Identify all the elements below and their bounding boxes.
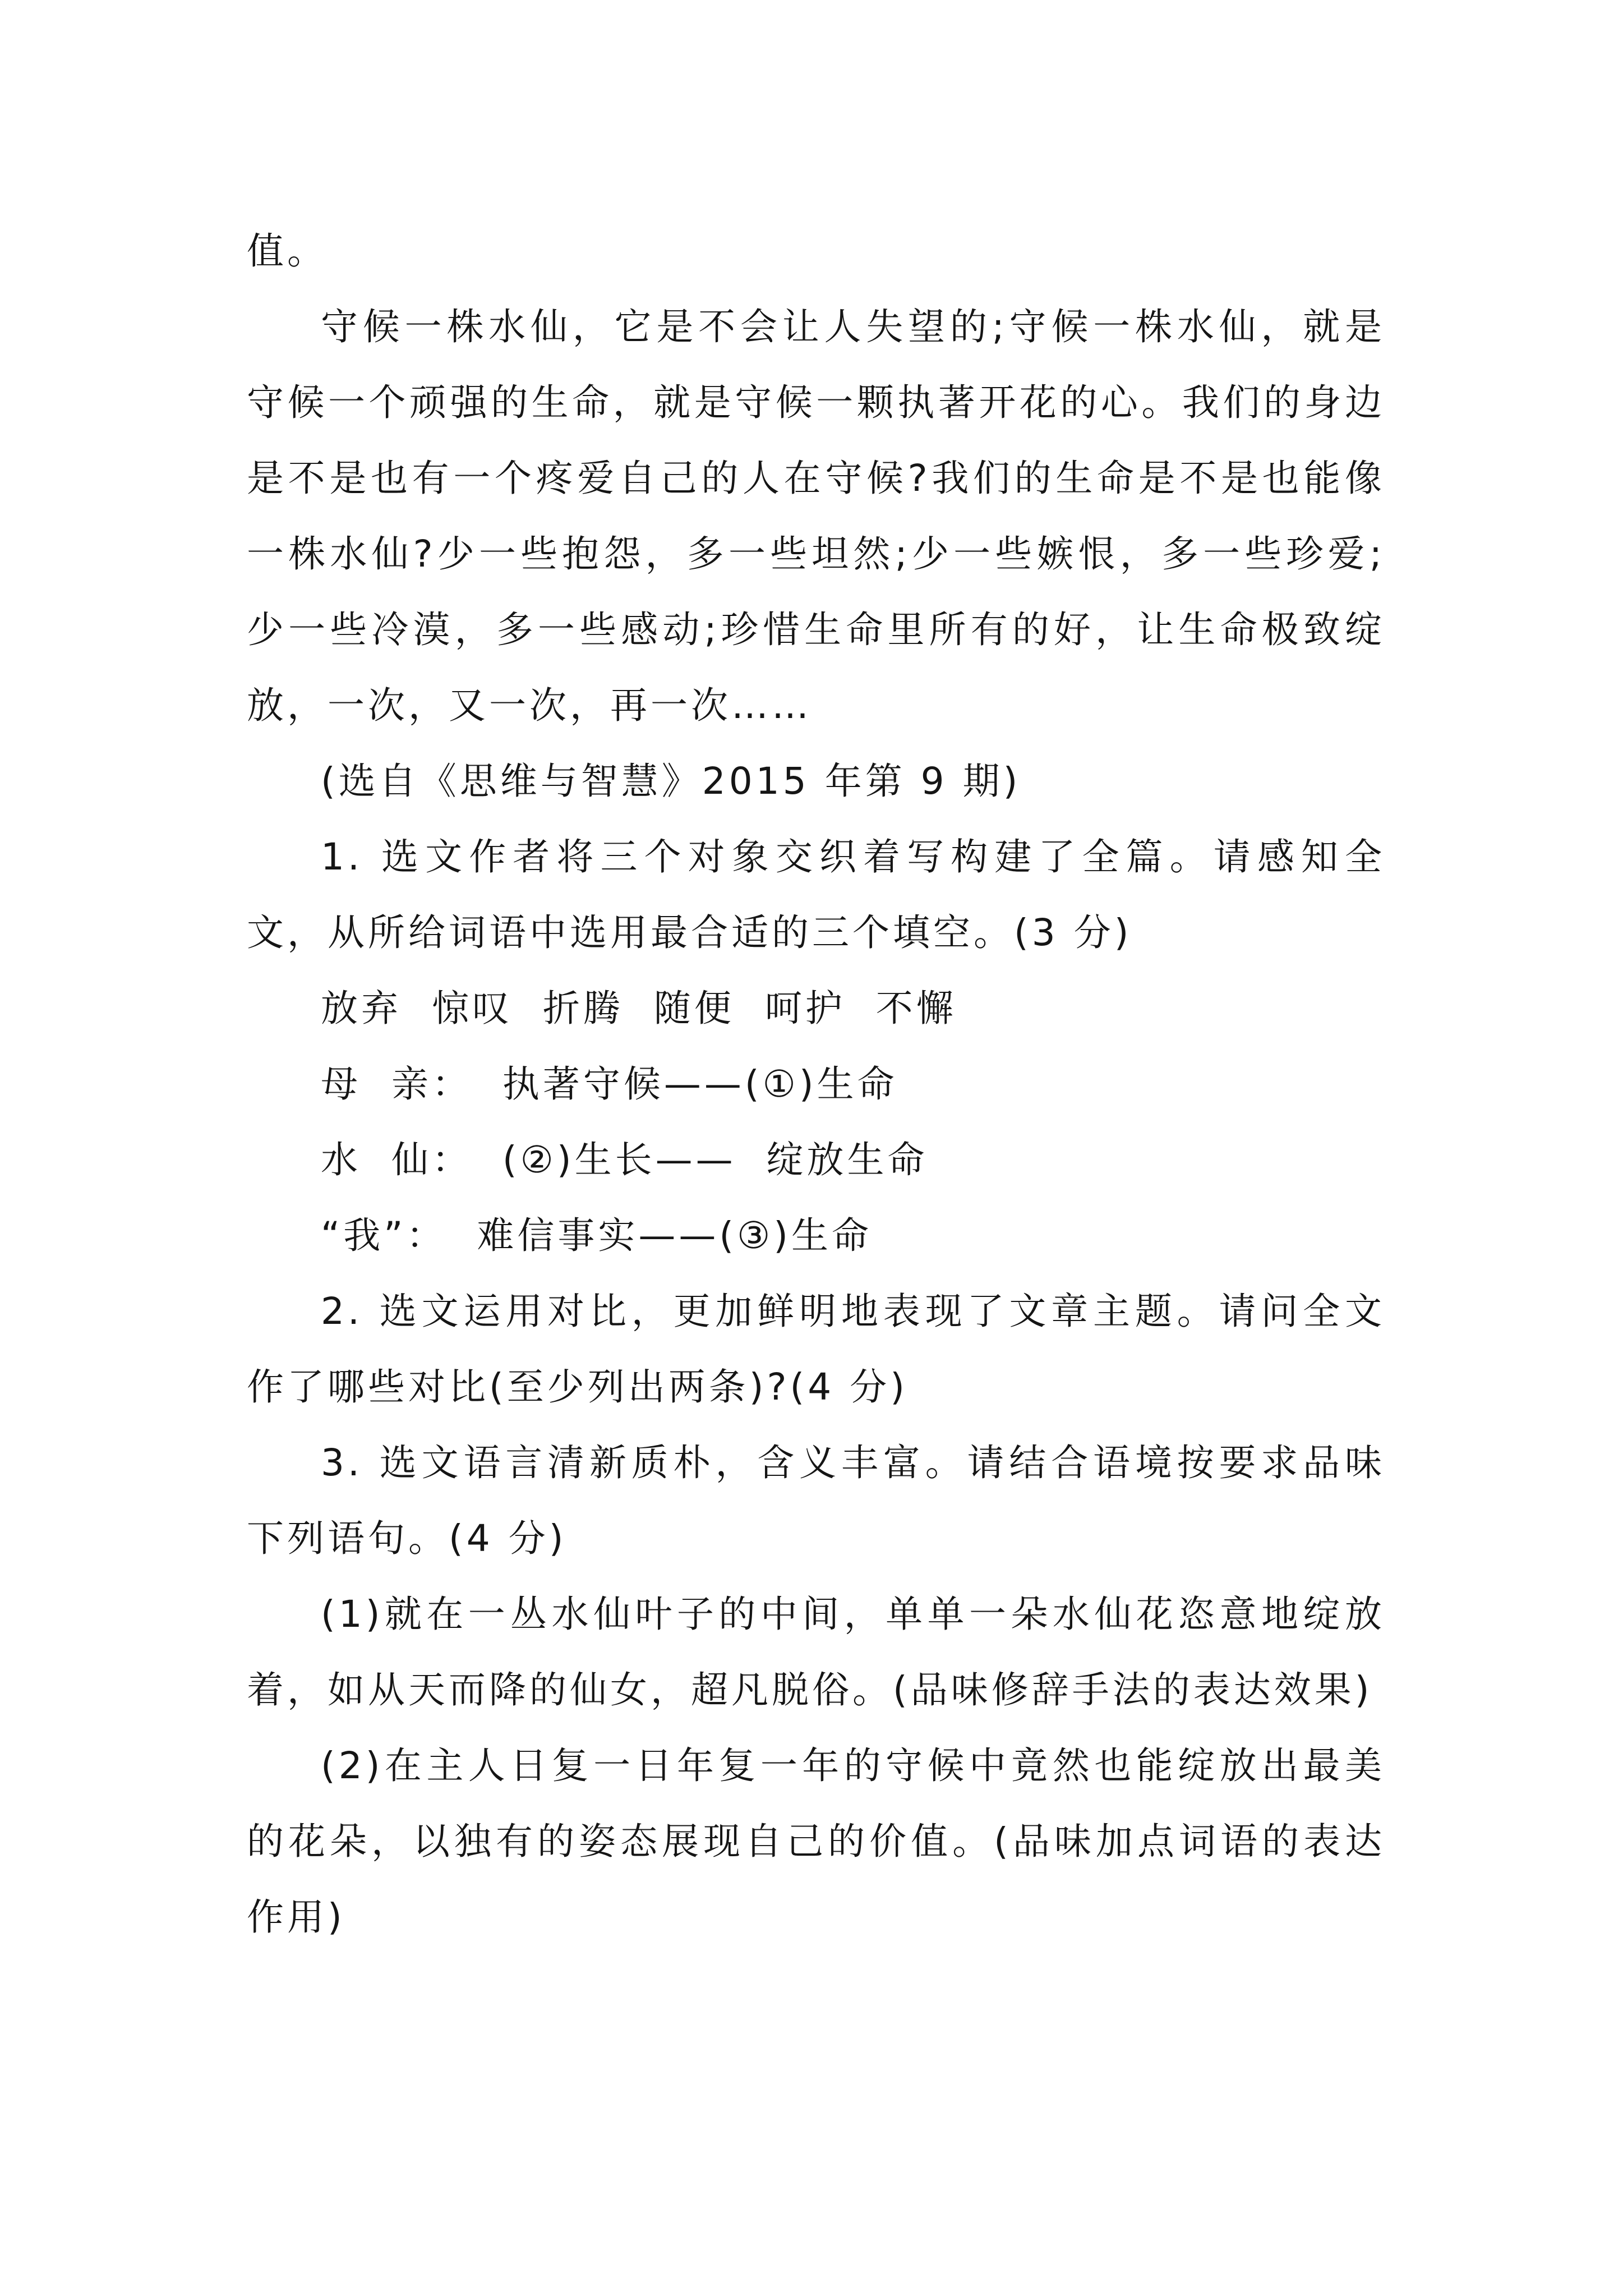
question-3-part-1: (1)就在一丛水仙叶子的中间，单单一朵水仙花恣意地绽放着，如从天而降的仙女，超凡脱俗。(品味修辞手法的表达效果) (247, 1593, 1385, 1711)
fill-line-narcissus: 水 仙： (②)生长—— 绽放生命 (321, 1138, 928, 1181)
fill-line-me: “我”： 难信事实——(③)生命 (321, 1214, 873, 1257)
paragraph-fragment: 值。 (247, 229, 328, 273)
source-citation: (选自《思维与智慧》2015 年第 9 期) (321, 760, 1021, 803)
question-1: 1. 选文作者将三个对象交织着写构建了全篇。请感知全文，从所给词语中选用最合适的三个填空。(3 分) (247, 835, 1385, 954)
question-3: 3. 选文语言清新质朴，含义丰富。请结合语境按要求品味下列语句。(4 分) (247, 1441, 1385, 1560)
document-body (247, 213, 1385, 1955)
question-2: 2. 选文运用对比，更加鲜明地表现了文章主题。请问全文作了哪些对比(至少列出两条)?(4 分) (247, 1290, 1385, 1409)
word-choices: 放弃 惊叹 折腾 随便 呵护 不懈 (321, 987, 957, 1030)
paragraph-conclusion: 守候一株水仙，它是不会让人失望的;守候一株水仙，就是守候一个顽强的生命，就是守候一颗执著开花的心。我们的身边是不是也有一个疼爱自己的人在守候?我们的生命是不是也能像一株水仙?少一些抱怨，多一些坦然;少一些嫉恨，多一些珍爱;少一些冷漠，多一些感动;珍惜生命里所有的好，让生命极致绽放，一次，又一次，再一次…… (247, 305, 1385, 727)
question-3-part-2: (2)在主人日复一日年复一年的守候中竟然也能绽放出最美的花朵，以独有的姿态展现自己的价值。(品味加点词语的表达作用) (247, 1744, 1385, 1939)
fill-line-mother: 母 亲： 执著守候——(①)生命 (321, 1062, 898, 1106)
